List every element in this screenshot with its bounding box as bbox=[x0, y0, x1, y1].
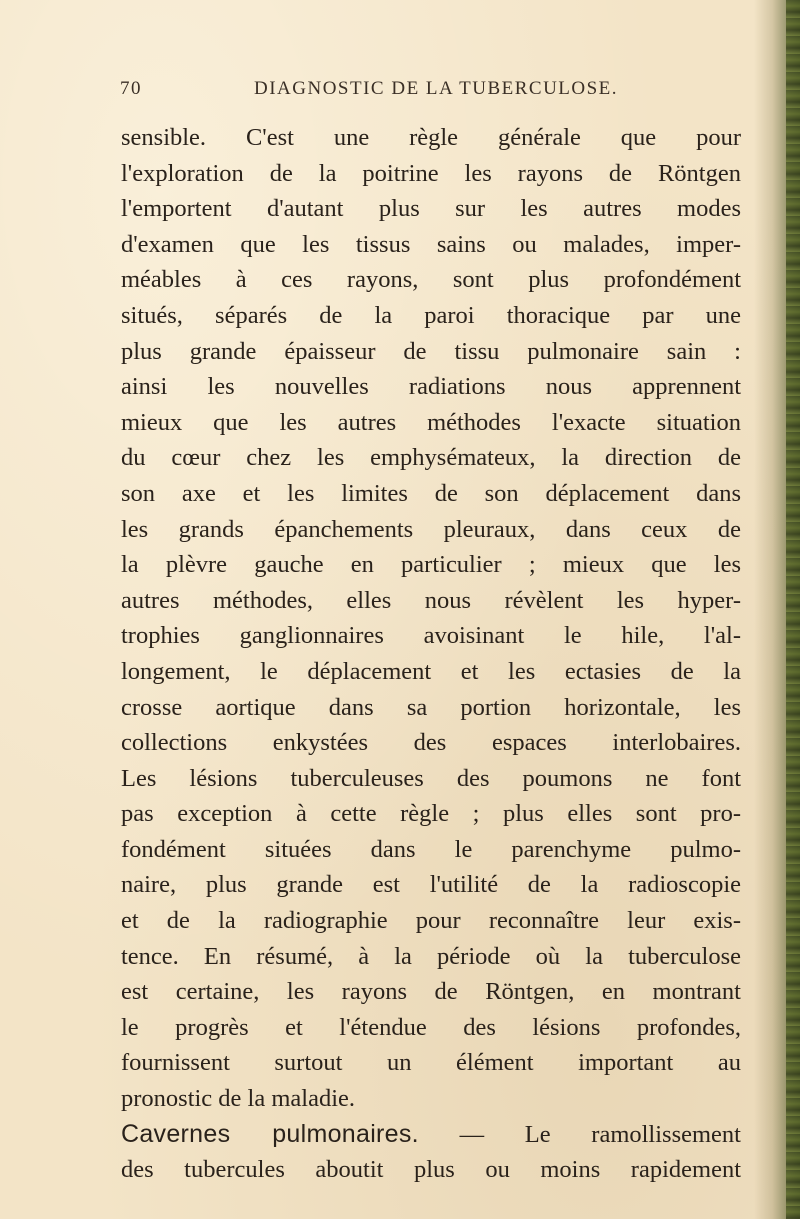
text-line: des tubercules aboutit plus ou moins rapidement bbox=[121, 1156, 741, 1184]
text-line: situés, séparés de la paroi thoracique par une bbox=[121, 301, 741, 329]
text-line: fondément situées dans le parenchyme pulmo- bbox=[121, 835, 741, 863]
running-header bbox=[120, 78, 760, 108]
text-line: est certaine, les rayons de Röntgen, en montrant bbox=[121, 978, 741, 1006]
page-number: 70 bbox=[120, 78, 142, 99]
text-line: du cœur chez les emphysémateux, la direction de bbox=[121, 444, 741, 472]
text-line: méables à ces rayons, sont plus profondément bbox=[121, 266, 741, 294]
text-line: d'examen que les tissus sains ou malades, imper- bbox=[121, 230, 741, 258]
text-line: pas exception à cette règle ; plus elles sont pro- bbox=[121, 800, 741, 828]
text-line: fournissent surtout un élément important au bbox=[121, 1049, 741, 1077]
text-line: pronostic de la maladie. bbox=[121, 1085, 356, 1113]
text-line: ainsi les nouvelles radiations nous apprennent bbox=[121, 373, 741, 401]
text-line: plus grande épaisseur de tissu pulmonaire sain : bbox=[121, 337, 741, 365]
text-line: les grands épanchements pleuraux, dans ceux de bbox=[121, 515, 741, 543]
text-line: trophies ganglionnaires avoisinant le hile, l'al- bbox=[121, 622, 741, 650]
text-line: collections enkystées des espaces interlobaires. bbox=[121, 729, 741, 757]
page-edge-binding bbox=[786, 0, 800, 1219]
text-line: et de la radiographie pour reconnaître leur exis- bbox=[121, 907, 741, 935]
section-heading: Cavernes pulmonaires. bbox=[121, 1119, 419, 1148]
text-line: son axe et les limites de son déplacement dans bbox=[121, 479, 741, 507]
text-line: autres méthodes, elles nous révèlent les hyper- bbox=[121, 586, 741, 614]
text-line: sensible. C'est une règle générale que pour bbox=[121, 124, 741, 151]
running-title: DIAGNOSTIC DE LA TUBERCULOSE. bbox=[254, 78, 619, 99]
body-text bbox=[121, 120, 741, 1188]
text-line: Les lésions tuberculeuses des poumons ne font bbox=[121, 764, 741, 792]
section-line-rest: — Le ramollissement bbox=[418, 1120, 741, 1148]
text-line: mieux que les autres méthodes l'exacte situation bbox=[121, 408, 741, 436]
text-line: crosse aortique dans sa portion horizontale, les bbox=[121, 693, 741, 721]
text-line: tence. En résumé, à la période où la tuberculose bbox=[121, 942, 741, 970]
text-line: longement, le déplacement et les ectasies de la bbox=[121, 657, 741, 685]
text-line: l'emportent d'autant plus sur les autres modes bbox=[121, 195, 741, 223]
text-line: la plèvre gauche en particulier ; mieux que les bbox=[121, 551, 741, 579]
section-line bbox=[121, 1117, 741, 1153]
text-line: le progrès et l'étendue des lésions profondes, bbox=[121, 1013, 741, 1041]
text-line: l'exploration de la poitrine les rayons de Röntgen bbox=[121, 159, 741, 187]
text-line: naire, plus grande est l'utilité de la radioscopie bbox=[121, 871, 741, 899]
